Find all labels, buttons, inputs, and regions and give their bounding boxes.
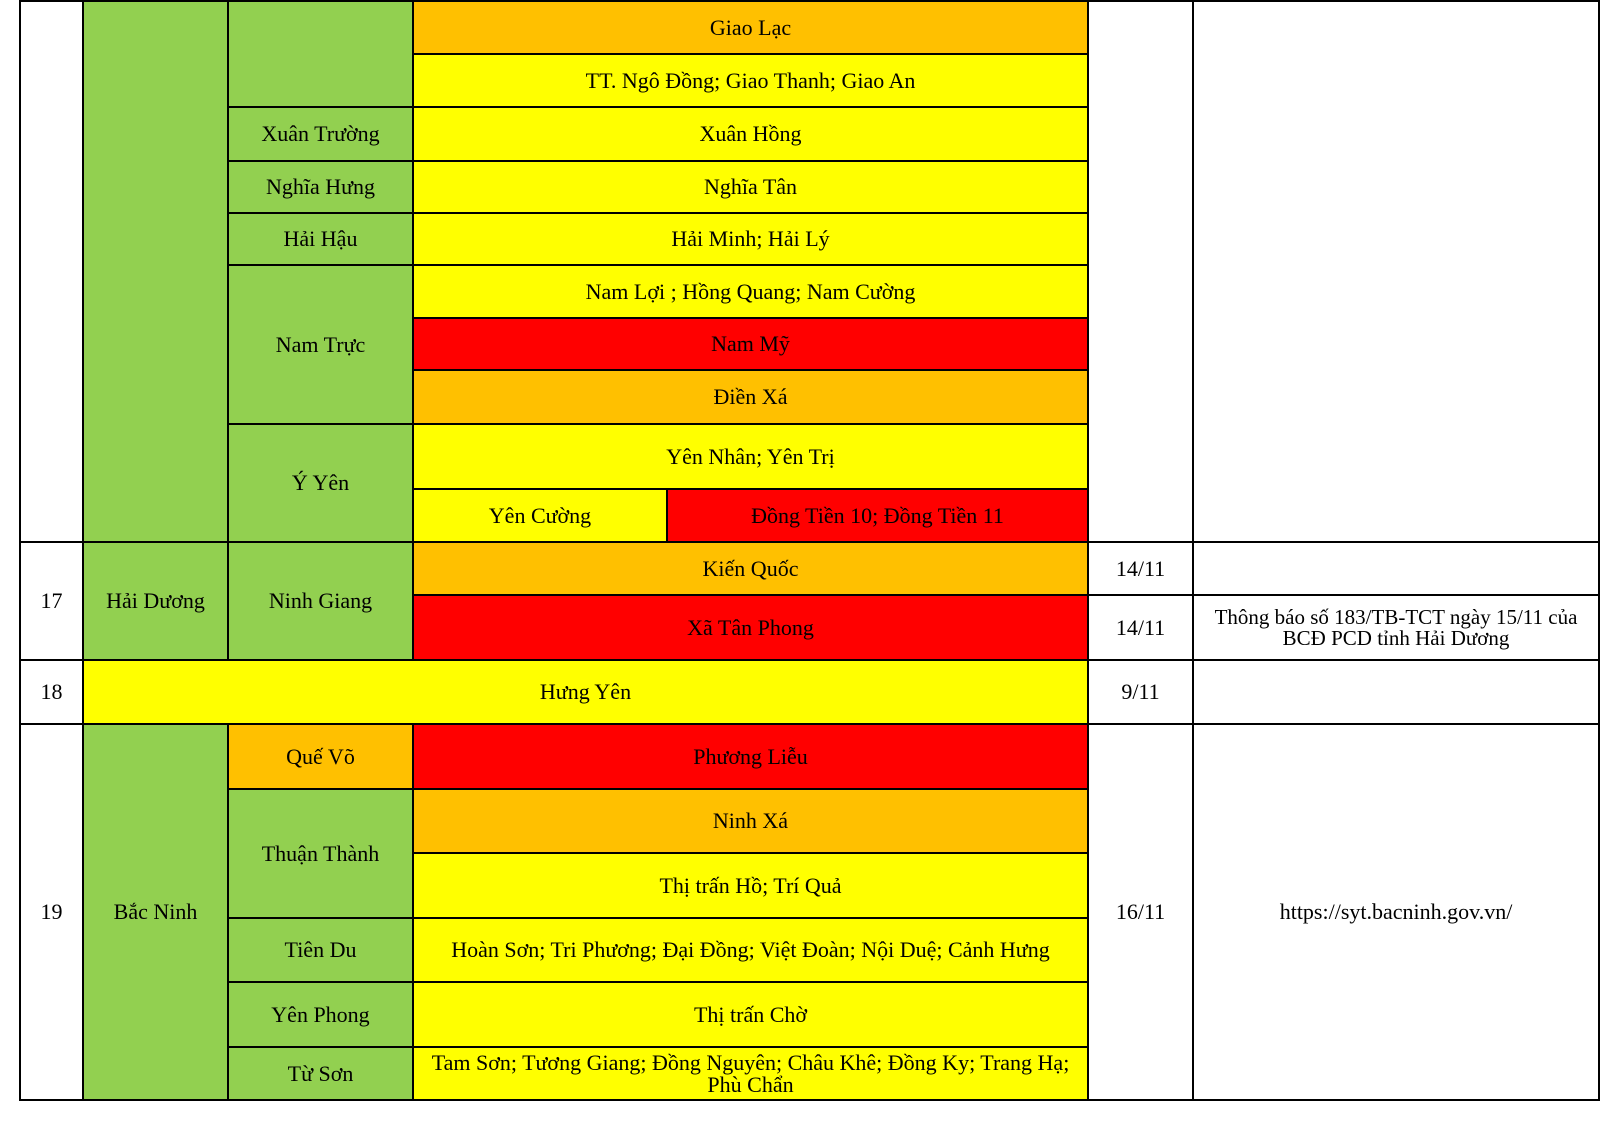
note-cell: https://syt.bacninh.gov.vn/ — [1193, 724, 1599, 1100]
stt-cell: 18 — [20, 660, 83, 724]
stt-cell-continued — [20, 1, 83, 542]
date-cell: 14/11 — [1088, 595, 1193, 660]
district-cell-giao-thuy — [228, 1, 413, 107]
commune-cell: Ninh Xá — [413, 789, 1088, 853]
stt-cell: 17 — [20, 542, 83, 660]
province-cell: Hưng Yên — [83, 660, 1088, 724]
date-cell: 14/11 — [1088, 542, 1193, 595]
commune-cell: Giao Lạc — [413, 1, 1088, 54]
commune-cell: Nghĩa Tân — [413, 161, 1088, 213]
commune-cell: Điền Xá — [413, 370, 1088, 424]
commune-cell: Hải Minh; Hải Lý — [413, 213, 1088, 265]
district-cell: Nghĩa Hưng — [228, 161, 413, 213]
date-cell: 16/11 — [1088, 724, 1193, 1100]
commune-cell: Thị trấn Chờ — [413, 982, 1088, 1047]
note-cell: Thông báo số 183/TB-TCT ngày 15/11 của BCĐ PCD tỉnh Hải Dương — [1193, 595, 1599, 660]
stt-cell: 19 — [20, 724, 83, 1100]
province-cell-continued — [83, 1, 228, 542]
date-cell-continued — [1088, 1, 1193, 542]
commune-cell: Đồng Tiền 10; Đồng Tiền 11 — [667, 489, 1088, 542]
district-cell: Yên Phong — [228, 982, 413, 1047]
commune-cell: Kiến Quốc — [413, 542, 1088, 595]
district-cell: Ý Yên — [228, 424, 413, 542]
district-cell: Từ Sơn — [228, 1047, 413, 1100]
date-cell: 9/11 — [1088, 660, 1193, 724]
province-cell: Hải Dương — [83, 542, 228, 660]
district-cell: Nam Trực — [228, 265, 413, 424]
commune-cell: Phương Liễu — [413, 724, 1088, 789]
commune-cell: Nam Lợi ; Hồng Quang; Nam Cường — [413, 265, 1088, 318]
commune-cell: Nam Mỹ — [413, 318, 1088, 370]
commune-cell: Yên Cường — [413, 489, 667, 542]
district-cell: Quế Võ — [228, 724, 413, 789]
district-cell: Tiên Du — [228, 918, 413, 982]
note-cell — [1193, 542, 1599, 595]
note-cell — [1193, 660, 1599, 724]
commune-cell: Yên Nhân; Yên Trị — [413, 424, 1088, 489]
province-cell: Bắc Ninh — [83, 724, 228, 1100]
district-cell: Hải Hậu — [228, 213, 413, 265]
district-cell: Thuận Thành — [228, 789, 413, 918]
commune-cell: Thị trấn Hồ; Trí Quả — [413, 853, 1088, 918]
commune-cell: Xã Tân Phong — [413, 595, 1088, 660]
commune-cell: Tam Sơn; Tương Giang; Đồng Nguyên; Châu Khê; Đồng Ky; Trang Hạ; Phù Chẩn — [413, 1047, 1088, 1100]
commune-cell: Hoàn Sơn; Tri Phương; Đại Đồng; Việt Đoàn; Nội Duệ; Cảnh Hưng — [413, 918, 1088, 982]
note-cell-continued — [1193, 1, 1599, 542]
outbreak-table — [19, 0, 1600, 1101]
commune-cell: TT. Ngô Đồng; Giao Thanh; Giao An — [413, 54, 1088, 107]
commune-cell: Xuân Hồng — [413, 107, 1088, 161]
district-cell: Xuân Trường — [228, 107, 413, 161]
district-cell: Ninh Giang — [228, 542, 413, 660]
